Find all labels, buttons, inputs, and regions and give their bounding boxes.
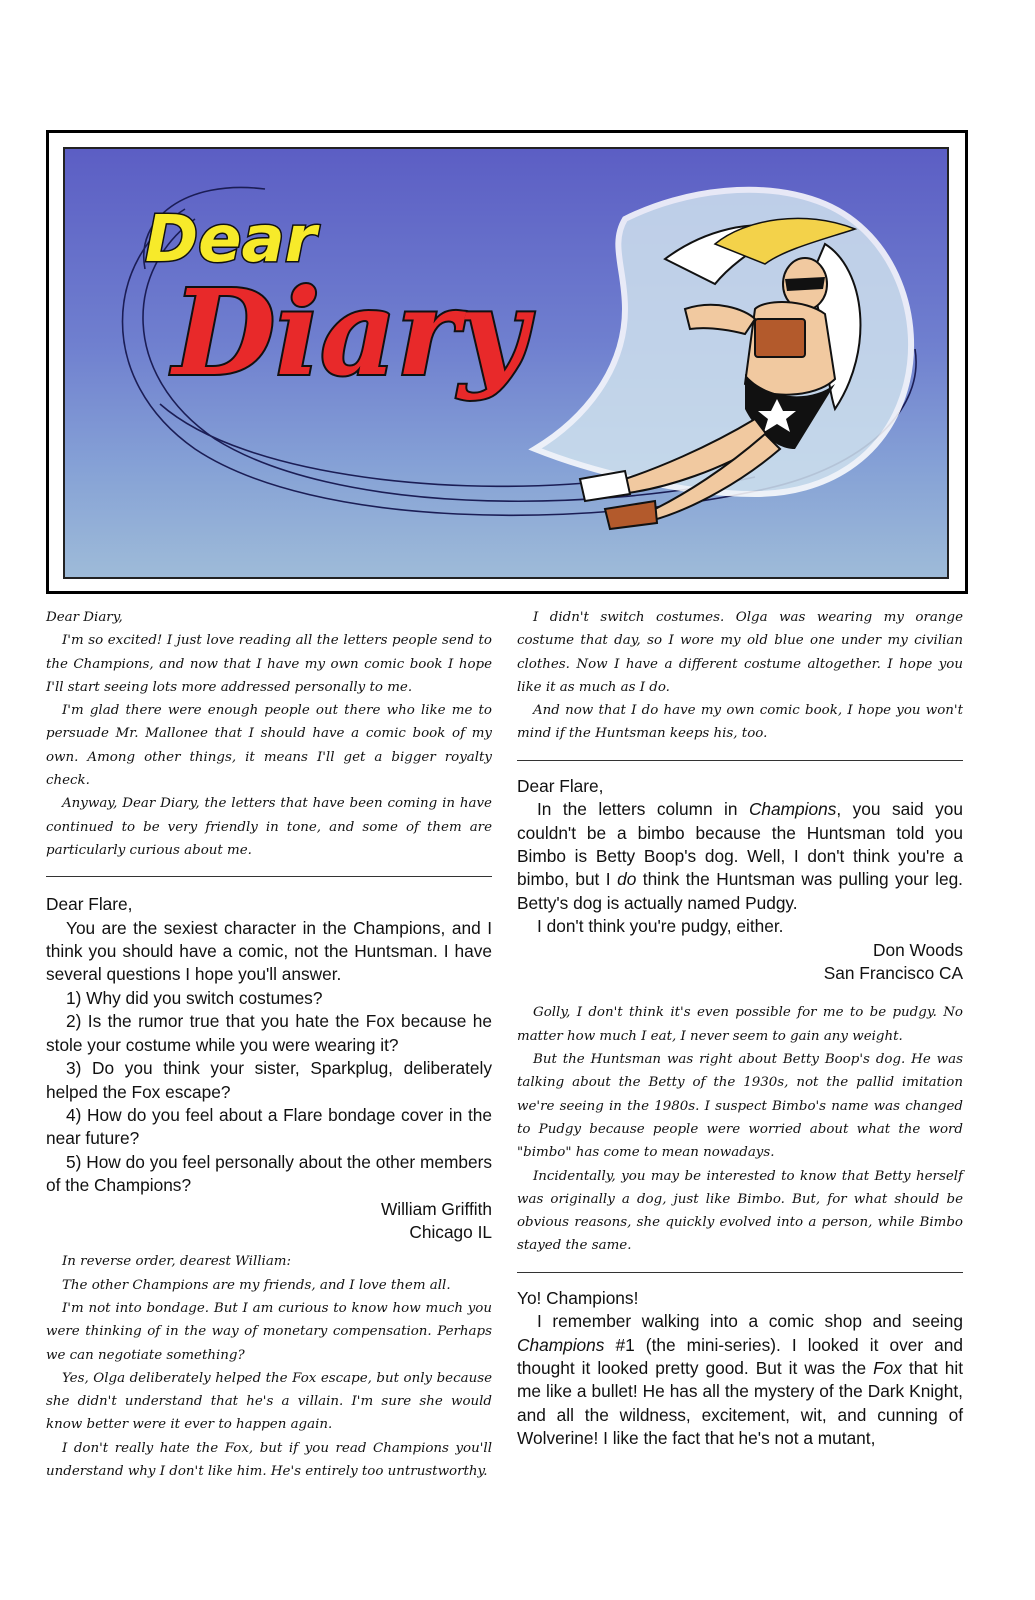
letter-yo-champions	[517, 1287, 963, 1451]
letter-text: #1 (the mini-series). I looked it over and thought it looked pretty good. But it was the	[517, 1334, 963, 1378]
diary-entry	[46, 606, 492, 862]
left-column	[46, 606, 492, 1483]
emphasis: Fox	[873, 1357, 902, 1378]
reply-griffith-continued	[517, 606, 963, 746]
header-banner	[46, 130, 968, 594]
reply-griffith	[46, 1250, 492, 1483]
letter-text: , you said you couldn't be a bimbo because the Huntsman told you Bimbo is Betty Boop's dog. Well, I don't think you're a bimbo, but I	[517, 799, 963, 890]
letter-salutation: Yo! Champions!	[517, 1287, 639, 1308]
section-divider	[46, 876, 492, 877]
title-diary: Diary	[173, 263, 528, 402]
reply-paragraph: I didn't switch costumes. Olga was wearing my orange costume that day, so I wore my old blue one under my civilian clothes. Now I have a different costume altogether. I hope you like it as much as I do.	[517, 610, 963, 695]
comic-title: Champions	[748, 799, 837, 820]
banner-illustration	[65, 149, 949, 579]
reply-paragraph: I'm not into bondage. But I am curious to know how much you were thinking of in the way of monetary compensation. Perhaps we can negotiate something?	[46, 1300, 492, 1363]
signature-name: Don Woods	[873, 939, 963, 960]
signature-place: San Francisco CA	[823, 963, 963, 984]
letter-paragraph	[517, 798, 963, 915]
title-dear: Dear	[145, 203, 317, 277]
signature-name: William Griffith	[380, 1198, 492, 1219]
letter-question: 4) How do you feel about a Flare bondage cover in the near future?	[46, 1104, 492, 1149]
reply-paragraph: And now that I do have my own comic book, I hope you won't mind if the Huntsman keeps his, too.	[517, 703, 963, 742]
banner-artwork	[63, 147, 949, 579]
reply-paragraph: I don't really hate the Fox, but if you read Champions you'll understand why I don't like him. He's entirely too untrustworthy.	[46, 1440, 492, 1480]
section-divider	[517, 1272, 963, 1273]
letter-woods	[517, 775, 963, 986]
letter-question: 1) Why did you switch costumes?	[66, 987, 323, 1008]
letter-text: think the Huntsman was pulling your leg. Betty's dog is actually named Pudgy.	[517, 869, 963, 913]
diary-salutation: Dear Diary,	[46, 610, 123, 625]
reply-paragraph: The other Champions are my friends, and I love them all.	[62, 1277, 451, 1293]
diary-paragraph: Anyway, Dear Diary, the letters that have been coming in have continued to be very friendly in tone, and some of them are particularly curious about me.	[46, 796, 492, 858]
letter-question: 2) Is the rumor true that you hate the Fox because he stole your costume while you were wearing it?	[46, 1011, 492, 1055]
letter-griffith	[46, 893, 492, 1244]
letter-salutation: Dear Flare,	[46, 894, 133, 915]
letter-text: I remember walking into a comic shop and seeing	[537, 1311, 963, 1332]
title-lettering	[145, 203, 535, 402]
letter-text: that hit me like a bullet! He has all the mystery of the Dark Knight, and all the wildness, excitement, wit, and cunning of Wolverine! I like the fact that he's not a mutant,	[517, 1357, 963, 1449]
letter-paragraph: You are the sexiest character in the Champions, and I think you should have a comic, not the Huntsman. I have several questions I hope you'll answer.	[46, 917, 492, 985]
reply-paragraph: Incidentally, you may be interested to know that Betty herself was originally a dog, just like Bimbo. But, for what should be obvious reasons, she quickly evolved into a person, while Bimbo stayed the same.	[517, 1168, 963, 1254]
section-divider	[517, 760, 963, 761]
diary-paragraph: I'm glad there were enough people out there who like me to persuade Mr. Mallonee that I should have a comic book of my own. Among other things, it means I'll get a bigger royalty check.	[46, 703, 492, 789]
comic-title: Champions	[517, 1334, 605, 1355]
letter-paragraph: I don't think you're pudgy, either.	[537, 916, 784, 937]
reply-paragraph: Yes, Olga deliberately helped the Fox escape, but only because she didn't understand that he's a villain. I'm sure she would know better were it ever to happen again.	[46, 1370, 492, 1433]
letter-salutation: Dear Flare,	[517, 775, 604, 796]
reply-salutation: In reverse order, dearest William:	[62, 1254, 292, 1270]
letter-question: 3) Do you think your sister, Sparkplug, deliberately helped the Fox escape?	[46, 1058, 492, 1102]
reply-woods	[517, 1001, 963, 1257]
emphasis: do	[617, 869, 637, 890]
reply-paragraph: Golly, I don't think it's even possible for me to be pudgy. No matter how much I eat, I never seem to gain any weight.	[517, 1005, 963, 1044]
letter-text: In the letters column in	[537, 799, 749, 820]
letter-question: 5) How do you feel personally about the other members of the Champions?	[46, 1151, 492, 1196]
signature-place: Chicago IL	[409, 1221, 492, 1242]
reply-paragraph: But the Huntsman was right about Betty Boop's dog. He was talking about the Betty of the 1930s, not the pallid imitation we're seeing in the 1980s. I suspect Bimbo's name was changed to Pudgy because people were worried about what the word "bimbo" has come to mean nowadays.	[517, 1052, 963, 1161]
diary-paragraph: I'm so excited! I just love reading all the letters people send to the Champions, and now that I have my own comic book I hope I'll start seeing lots more addressed personally to me.	[46, 633, 492, 695]
right-column	[517, 606, 963, 1451]
letter-paragraph	[517, 1310, 963, 1450]
